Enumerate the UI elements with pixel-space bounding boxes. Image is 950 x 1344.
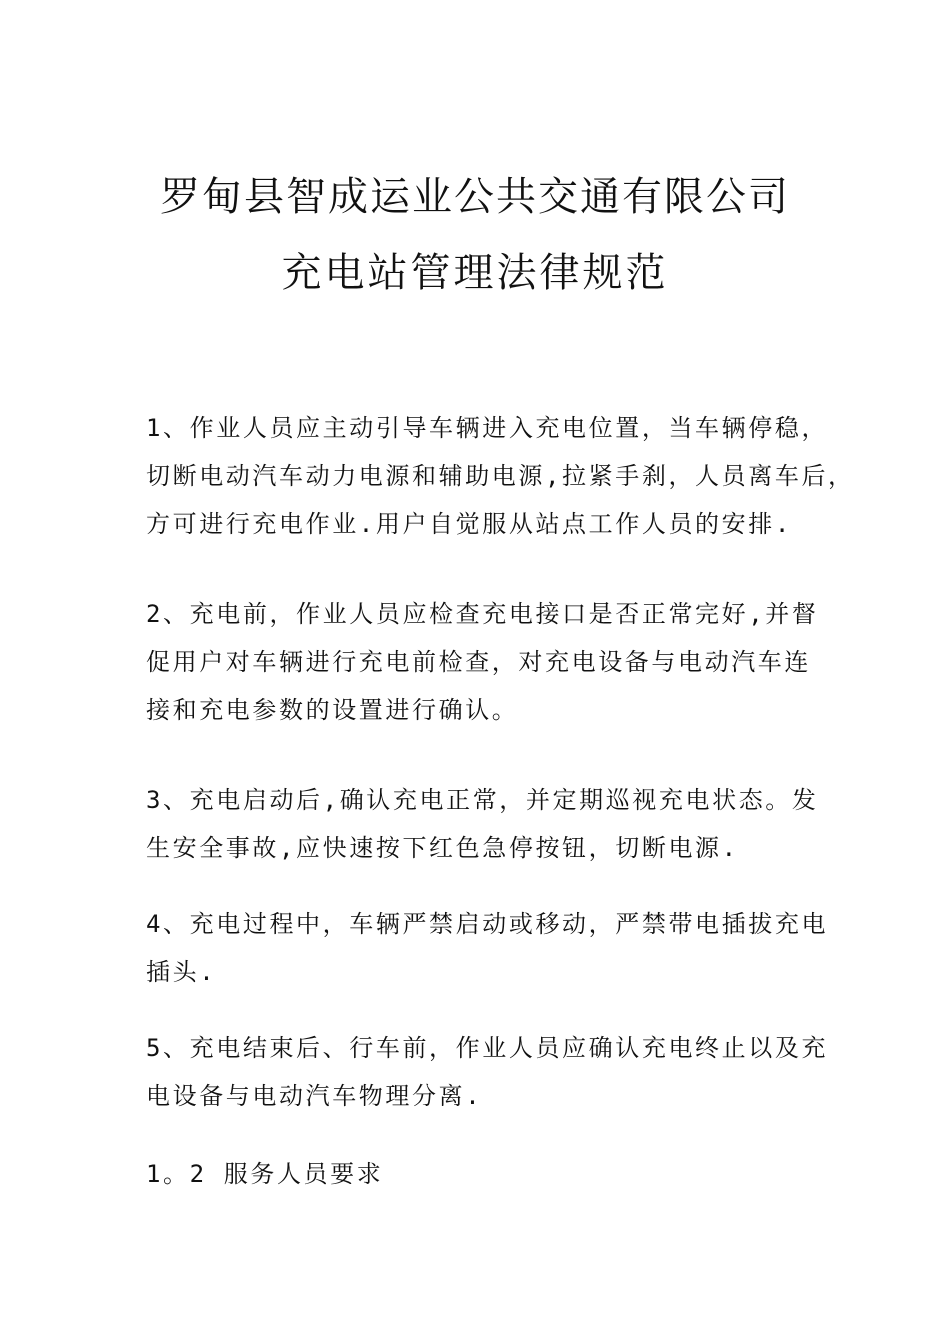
paragraph-line: 切断电动汽车动力电源和辅助电源,拉紧手刹，人员离车后，	[146, 462, 855, 490]
paragraph-line: 电设备与电动汽车物理分离.	[146, 1082, 483, 1110]
paragraph-line: 3、充电启动后,确认充电正常，并定期巡视充电状态。发	[146, 786, 819, 814]
document-title-company: 罗甸县智成运业公共交通有限公司	[160, 174, 790, 220]
paragraph-1	[146, 404, 855, 548]
paragraph-line: 2、充电前，作业人员应检查充电接口是否正常完好,并督	[146, 600, 819, 628]
paragraph-5	[146, 1024, 829, 1120]
paragraph-line: 5、充电结束后、行车前，作业人员应确认充电终止以及充	[146, 1034, 829, 1062]
paragraph-line: 4、充电过程中，车辆严禁启动或移动，严禁带电插拔充电	[146, 910, 829, 938]
paragraph-line: 1、作业人员应主动引导车辆进入充电位置，当车辆停稳，	[146, 414, 829, 442]
paragraph-line: 生安全事故,应快速按下红色急停按钮，切断电源.	[146, 834, 739, 862]
paragraph-line: 插头.	[146, 958, 217, 986]
document-title-subject: 充电站管理法律规范	[281, 250, 669, 296]
paragraph-line: 接和充电参数的设置进行确认。	[146, 696, 519, 724]
paragraph-3	[146, 776, 819, 872]
paragraph-4	[146, 900, 829, 996]
section-heading	[146, 1150, 816, 1198]
section-heading-text: 1。2 服务人员要求	[146, 1160, 384, 1188]
paragraph-line: 促用户对车辆进行充电前检查，对充电设备与电动汽车连	[146, 648, 811, 676]
paragraph-line: 方可进行充电作业.用户自觉服从站点工作人员的安排.	[146, 510, 792, 538]
paragraph-2	[146, 590, 819, 734]
